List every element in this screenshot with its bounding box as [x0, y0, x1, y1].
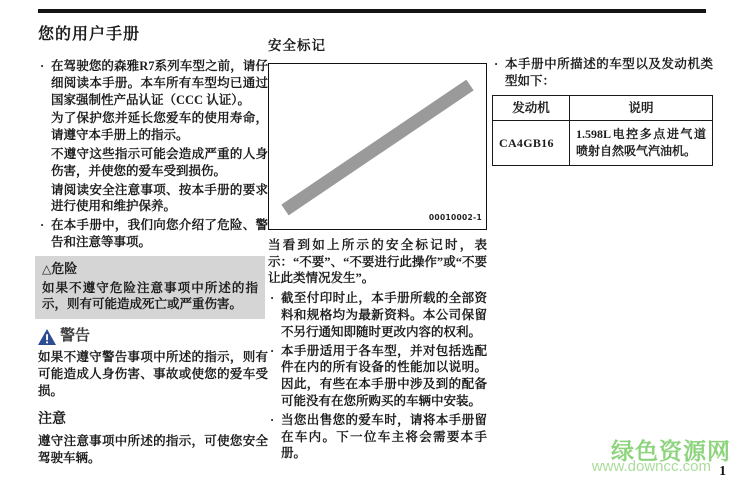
paragraph	[268, 290, 487, 340]
danger-heading-label: 危险	[51, 260, 78, 276]
paragraph	[38, 58, 268, 108]
danger-box	[35, 256, 265, 319]
safety-mark-column	[268, 38, 487, 464]
figure-code: 00010002-1	[428, 213, 482, 222]
notice-heading: 注意	[38, 412, 66, 428]
warning-section	[38, 328, 268, 399]
col-header-description: 说明	[570, 95, 713, 121]
bullet-marker: ·	[270, 291, 275, 306]
warning-triangle-icon	[38, 329, 56, 345]
warning-heading-label: 警告	[60, 328, 91, 345]
paragraph-text: 本手册适用于各车型，并对包括选配件在内的所有设备的性能加以说明。因此，有些在本手册中涉及到的配备可能没有在您所购买的车辆中安装。	[281, 343, 487, 408]
paragraph	[268, 343, 487, 410]
bullet-marker: ·	[494, 57, 499, 71]
paragraph	[38, 110, 268, 144]
paragraph-text: 截至付印时止，本手册所载的全部资料和规格均为最新资料。本公司保留不另行通知即随时更改内容的权利。	[281, 291, 487, 339]
engine-cell: CA4GB16	[493, 121, 570, 166]
engine-table	[492, 95, 713, 166]
top-rule	[38, 9, 706, 13]
table-header-row	[493, 95, 713, 121]
warning-body: 如果不遵守警告事项中所述的指示，则有可能造成人身伤害、事故或使您的爱车受损。	[38, 349, 268, 398]
col-header-engine: 发动机	[493, 95, 570, 121]
bullet-marker: ·	[270, 412, 275, 427]
paragraph-text: 在驾驶您的森雅R7系列车型之前，请仔细阅读本手册。本车所有车型均已通过国家强制性产品认证（CCC 认证）。	[51, 59, 268, 107]
paragraph-text: 不遵守这些指示可能会造成严重的人身伤害，并使您的爱车受到损伤。	[51, 146, 268, 178]
danger-body: 如果不遵守危险注意事项中所述的指示，则有可能造成死亡或严重伤害。	[42, 280, 258, 312]
paragraph-text: 当您出售您的爱车时，请将本手册留在车内。下一位车主将会需要本手册。	[281, 412, 487, 461]
danger-triangle-icon: △	[42, 261, 52, 276]
watermark-site-name: 绿色资源网	[611, 438, 731, 464]
bullet-marker: ·	[40, 59, 45, 73]
paragraph	[268, 412, 487, 462]
paragraph	[38, 146, 268, 180]
figure-caption: 当看到如上所示的安全标记时，表示：“不要”、“不要进行此操作”或“不要让此类情况发生”。	[268, 237, 487, 286]
bullet-marker: ·	[270, 343, 275, 358]
page-number: 1	[719, 463, 726, 478]
intro-column	[38, 58, 268, 467]
paragraph-text: 在本手册中，我们向您介绍了危险、警告和注意等事项。	[51, 218, 268, 249]
table-row	[493, 121, 713, 166]
engine-intro-text: 本手册中所描述的车型以及发动机类型如下：	[505, 57, 713, 88]
paragraph	[38, 182, 268, 216]
danger-heading	[42, 261, 258, 278]
bullet-marker: ·	[40, 218, 45, 233]
diagonal-stripe-graphic	[269, 64, 485, 228]
safety-mark-heading: 安全标记	[268, 38, 326, 53]
page-title: 您的用户手册	[38, 26, 141, 43]
safety-mark-figure	[268, 63, 487, 230]
watermark-site-url: www.downcc.com	[591, 458, 711, 475]
paragraph-text: 请阅读安全注意事项、按本手册的要求进行使用和维护保养。	[51, 182, 268, 214]
paragraph	[492, 56, 713, 90]
notice-body: 遵守注意事项中所述的指示，可使您安全驾驶车辆。	[38, 434, 268, 465]
engine-column	[492, 56, 713, 166]
paragraph-text: 为了保护您并延长您爱车的使用寿命，请遵守本手册上的指示。	[51, 111, 268, 143]
paragraph	[38, 217, 268, 251]
description-cell: 1.598L电控多点进气道喷射自然吸气汽油机。	[570, 121, 713, 166]
notice-section	[38, 412, 268, 466]
warning-heading	[38, 328, 268, 345]
